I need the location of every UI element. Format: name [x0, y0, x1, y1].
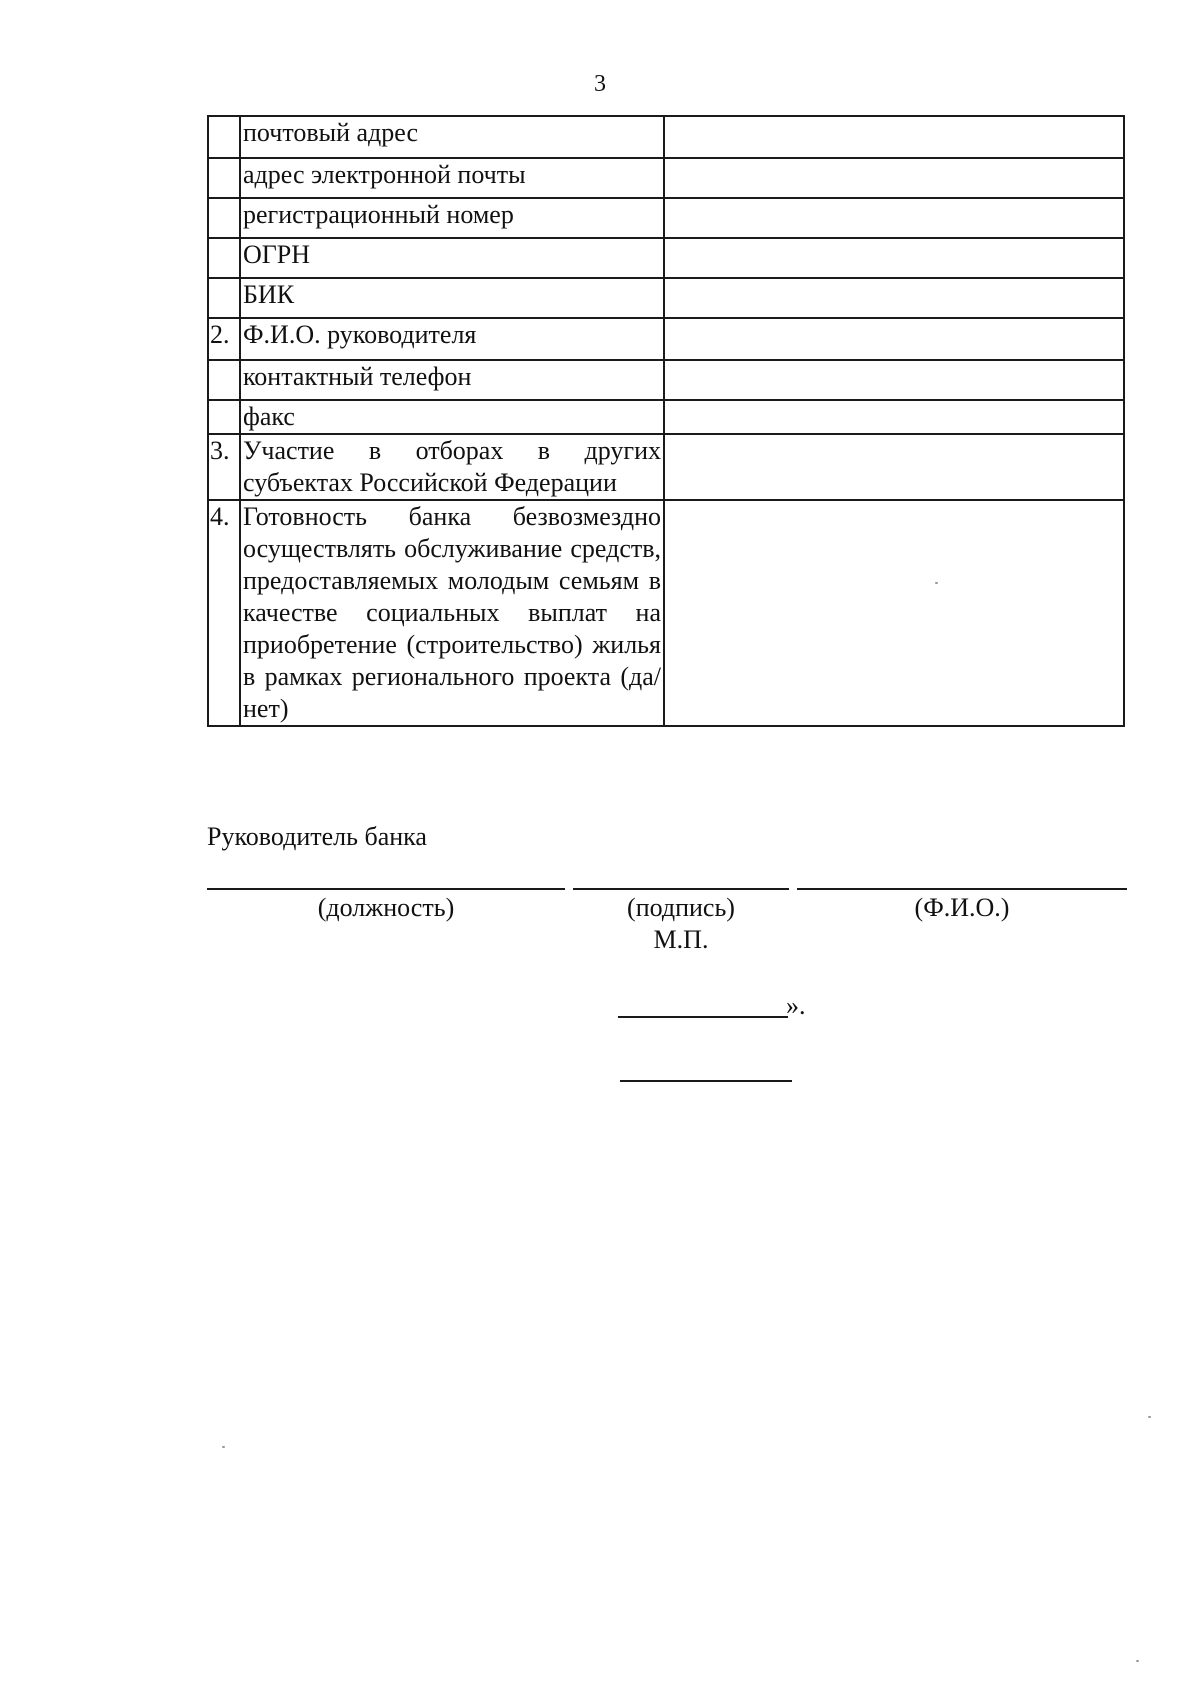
table-row — [208, 198, 1124, 238]
closing-quote: ». — [786, 991, 806, 1020]
row-label-postal-address: почтовый адрес — [240, 116, 664, 158]
table-row — [208, 238, 1124, 278]
scan-speck — [1136, 1660, 1139, 1662]
page-number: 3 — [594, 71, 606, 97]
scan-speck — [222, 1446, 225, 1448]
end-separator-line — [620, 1080, 792, 1082]
table-row — [208, 400, 1124, 434]
scan-speck — [1148, 1416, 1151, 1418]
row-label-fax: факс — [240, 400, 664, 434]
position-line[interactable] — [207, 888, 565, 890]
row-value-participation[interactable] — [664, 434, 1124, 500]
row-number: 4. — [208, 500, 240, 726]
row-value-bik[interactable] — [664, 278, 1124, 318]
signature-line[interactable] — [573, 888, 789, 890]
row-label-director-name: Ф.И.О. руководителя — [240, 318, 664, 360]
row-label-readiness: Готовность банка безвозмездно осуществлять обслуживание средств, предоставляемых молодым семьям в качестве социальных выплат на приобретение (строительство) жилья в рамках регионального проекта (да/нет) — [240, 500, 664, 726]
name-caption: (Ф.И.О.) — [914, 893, 1010, 922]
closing-line — [618, 1016, 788, 1018]
row-number — [208, 400, 240, 434]
table-row — [208, 500, 1124, 726]
row-value-email[interactable] — [664, 158, 1124, 198]
row-label-bik: БИК — [240, 278, 664, 318]
row-number — [208, 198, 240, 238]
table-row — [208, 318, 1124, 360]
position-caption: (должность) — [317, 893, 455, 922]
table-row — [208, 360, 1124, 400]
row-number — [208, 278, 240, 318]
row-value-readiness[interactable] — [664, 500, 1124, 726]
row-value-registration-number[interactable] — [664, 198, 1124, 238]
row-label-email: адрес электронной почты — [240, 158, 664, 198]
row-label-participation: Участие в отборах в других субъектах Российской Федерации — [240, 434, 664, 500]
stamp-place-label: М.П. — [653, 925, 709, 954]
row-value-director-name[interactable] — [664, 318, 1124, 360]
table-row — [208, 158, 1124, 198]
signature-title: Руководитель банка — [207, 822, 427, 851]
table-row — [208, 116, 1124, 158]
row-value-contact-phone[interactable] — [664, 360, 1124, 400]
row-number: 3. — [208, 434, 240, 500]
table-row — [208, 278, 1124, 318]
row-number: 2. — [208, 318, 240, 360]
row-number — [208, 238, 240, 278]
row-label-registration-number: регистрационный номер — [240, 198, 664, 238]
scan-speck — [935, 582, 938, 584]
row-value-fax[interactable] — [664, 400, 1124, 434]
row-label-ogrn: ОГРН — [240, 238, 664, 278]
row-number — [208, 360, 240, 400]
bank-info-table — [207, 115, 1125, 727]
row-number — [208, 158, 240, 198]
row-value-postal-address[interactable] — [664, 116, 1124, 158]
signature-caption: (подпись) — [627, 893, 735, 922]
row-value-ogrn[interactable] — [664, 238, 1124, 278]
row-number — [208, 116, 240, 158]
row-label-contact-phone: контактный телефон — [240, 360, 664, 400]
name-line[interactable] — [797, 888, 1127, 890]
table-row — [208, 434, 1124, 500]
